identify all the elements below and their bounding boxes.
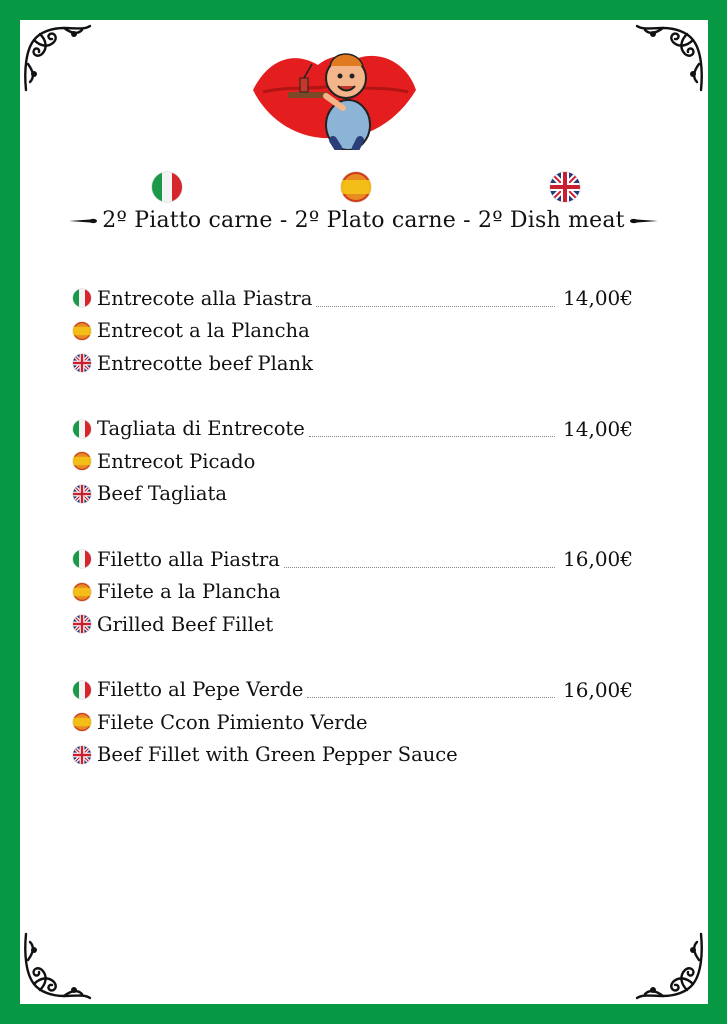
- dish-name-english: Entrecotte beef Plank: [97, 351, 313, 375]
- corner-ornament-icon: [632, 929, 707, 1004]
- spain-flag-icon: [73, 713, 91, 731]
- spain-flag-icon: [73, 583, 91, 601]
- dish-price: 14,00€: [563, 416, 633, 441]
- dish-line-spanish: [73, 445, 633, 478]
- dish-line-italian: [73, 543, 633, 576]
- dish-price: 16,00€: [563, 677, 633, 702]
- leader-dots: [309, 436, 555, 437]
- dish-name-english: Beef Fillet with Green Pepper Sauce: [97, 743, 458, 767]
- dish-item: [73, 413, 633, 511]
- dish-item: [73, 282, 633, 380]
- dish-price: 16,00€: [563, 547, 633, 572]
- italy-flag-icon: [73, 681, 91, 699]
- italy-flag-icon: [73, 550, 91, 568]
- dish-name-italian: Filetto alla Piastra: [97, 547, 280, 571]
- dish-name-english: Beef Tagliata: [97, 482, 227, 506]
- corner-ornament-icon: [20, 20, 95, 95]
- dish-name-english: Grilled Beef Fillet: [97, 612, 274, 636]
- heading-ornament-right-icon: [629, 216, 659, 226]
- dish-line-italian: [73, 674, 633, 707]
- leader-dots: [284, 567, 555, 568]
- corner-ornament-icon: [20, 929, 95, 1004]
- section-title: 2º Piatto carne - 2º Plato carne - 2º Dish meat: [102, 208, 625, 233]
- dish-line-italian: [73, 413, 633, 446]
- leader-dots: [307, 697, 555, 698]
- italy-flag-icon: [152, 172, 182, 202]
- dish-line-italian: [73, 282, 633, 315]
- spain-flag-icon: [341, 172, 371, 202]
- uk-flag-icon: [73, 746, 91, 764]
- dish-list: [73, 282, 633, 804]
- dish-line-spanish: [73, 706, 633, 739]
- corner-ornament-icon: [632, 20, 707, 95]
- dish-name-italian: Filetto al Pepe Verde: [97, 678, 304, 702]
- dish-item: [73, 674, 633, 772]
- dish-item: [73, 543, 633, 641]
- dish-line-spanish: [73, 576, 633, 609]
- leader-dots: [316, 306, 555, 307]
- spain-flag-icon: [73, 452, 91, 470]
- uk-flag-icon: [73, 615, 91, 633]
- spain-flag-icon: [73, 322, 91, 340]
- dish-line-english: [73, 739, 633, 772]
- dish-line-english: [73, 608, 633, 641]
- dish-name-spanish: Entrecot a la Plancha: [97, 319, 310, 343]
- italy-flag-icon: [73, 289, 91, 307]
- dish-name-spanish: Filete Ccon Pimiento Verde: [97, 710, 368, 734]
- dish-name-italian: Entrecote alla Piastra: [97, 286, 313, 310]
- dish-line-english: [73, 347, 633, 380]
- heading-ornament-left-icon: [68, 216, 98, 226]
- dish-name-italian: Tagliata di Entrecote: [97, 417, 305, 441]
- dish-line-spanish: [73, 315, 633, 348]
- uk-flag-icon: [73, 354, 91, 372]
- dish-name-spanish: Entrecot Picado: [97, 449, 256, 473]
- section-heading: [0, 208, 727, 233]
- dish-name-spanish: Filete a la Plancha: [97, 580, 281, 604]
- uk-flag-icon: [550, 172, 580, 202]
- dish-line-english: [73, 478, 633, 511]
- uk-flag-icon: [73, 485, 91, 503]
- mascot-lips-logo: [248, 20, 418, 150]
- dish-price: 14,00€: [563, 286, 633, 311]
- italy-flag-icon: [73, 420, 91, 438]
